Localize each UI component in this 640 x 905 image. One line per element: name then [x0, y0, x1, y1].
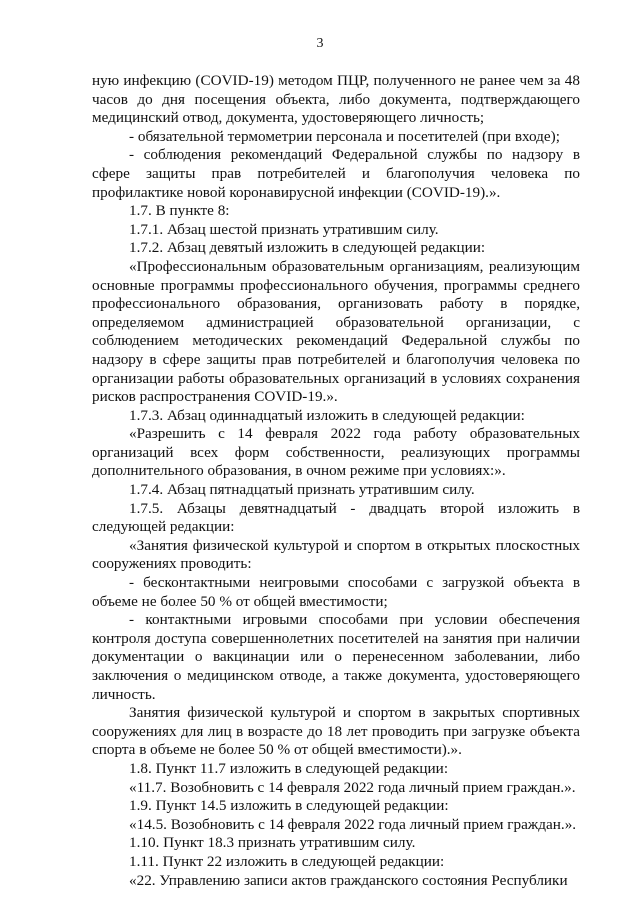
paragraph-professional-orgs: «Профессиональным образовательным организациям, реализующим основные программы профессионального обучения, программы среднего профессионального образования, организовать работу в порядке, определяемом администрацией образовательной организации, с соблюдением методических рекомендаций Федеральной службы по надзору в сфере защиты прав потребителей и благополучия человека по организации работы образовательных организаций в условиях сохранения рисков распространения COVID-19.». — [92, 257, 580, 406]
paragraph-1-7-1: 1.7.1. Абзац шестой признать утратившим силу. — [129, 220, 439, 238]
paragraph-sport-open: «Занятия физической культурой и спортом в открытых плоскостных сооружениях проводить: — [92, 536, 580, 573]
paragraph-noncontact: - бесконтактными неигровыми способами с загрузкой объекта в объеме не более 50 % от общей вместимости; — [92, 574, 580, 610]
paragraph-1-7-4: 1.7.4. Абзац пятнадцатый признать утратившим силу. — [129, 481, 475, 499]
paragraph-1-7: 1.7. В пункте 8: — [129, 202, 230, 220]
document-body — [92, 72, 580, 890]
paragraph-1-11: 1.11. Пункт 22 изложить в следующей редакции: — [129, 852, 445, 870]
paragraph-continuation: ную инфекцию (COVID-19) методом ПЦР, полученного не ранее чем за 48 часов до дня посещения объекта, либо документа, подтверждающего медицинский отвод, документа, удостоверяющего личность; — [92, 72, 580, 127]
paragraph-1-7-5: 1.7.5. Абзацы девятнадцатый - двадцать второй изложить в следующей редакции: — [92, 499, 580, 536]
paragraph-14-5: «14.5. Возобновить с 14 февраля 2022 года личный прием граждан.». — [129, 815, 577, 833]
paragraph-1-7-3: 1.7.3. Абзац одиннадцатый изложить в следующей редакции: — [129, 406, 525, 424]
paragraph-1-7-2: 1.7.2. Абзац девятый изложить в следующей редакции: — [129, 239, 486, 257]
paragraph-rospotrebnadzor: - соблюдения рекомендаций Федеральной службы по надзору в сфере защиты прав потребителей и благополучия человека по профилактике новой коронавирусной инфекции (COVID-19).». — [92, 146, 580, 201]
paragraph-thermometry: - обязательной термометрии персонала и посетителей (при входе); — [129, 127, 560, 145]
paragraph-1-10: 1.10. Пункт 18.3 признать утратившим силу. — [129, 834, 416, 852]
paragraph-11-7: «11.7. Возобновить с 14 февраля 2022 года личный прием граждан.». — [129, 778, 576, 796]
paragraph-additional-education: «Разрешить с 14 февраля 2022 года работу образовательных организаций всех форм собственности, реализующих программы дополнительного образования, в очном режиме при условиях:». — [92, 425, 580, 480]
paragraph-contact: - контактными игровыми способами при условии обеспечения контроля доступа совершеннолетних посетителей на занятия при наличии документации о вакцинации или о перенесенном заболевании, либо заключения о медицинском отводе, а также документа, удостоверяющего личность. — [92, 611, 580, 703]
paragraph-22: «22. Управлению записи актов гражданского состояния Республики — [129, 871, 568, 889]
page-number: 3 — [316, 36, 324, 51]
paragraph-1-9: 1.9. Пункт 14.5 изложить в следующей редакции: — [129, 797, 449, 815]
paragraph-1-8: 1.8. Пункт 11.7 изложить в следующей редакции: — [129, 759, 449, 777]
paragraph-sport-closed: Занятия физической культурой и спортом в закрытых спортивных сооружениях для лиц в возрасте до 18 лет проводить при загрузке объекта спорта в объеме не более 50 % от общей вместимости).». — [92, 704, 580, 759]
